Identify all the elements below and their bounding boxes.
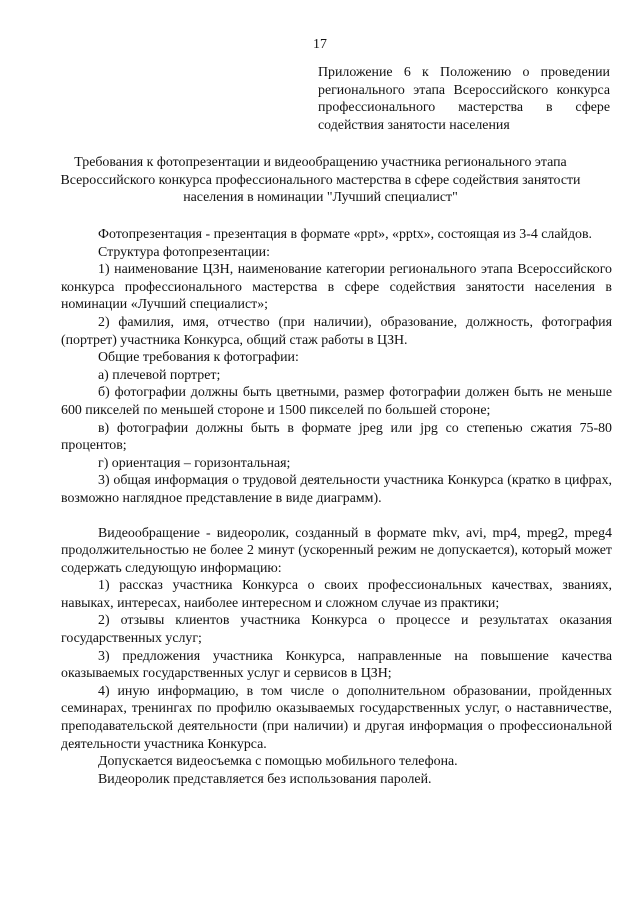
paragraph-item: 3) общая информация о трудовой деятельности участника Конкурса (кратко в цифрах, возможно наглядное представление в виде диаграмм). bbox=[61, 473, 612, 506]
paragraph-password-note: Видеоролик представляется без использования паролей. bbox=[98, 771, 432, 787]
paragraph-item: а) плечевой портрет; bbox=[98, 367, 221, 383]
paragraph-video-appeal: Видеообращение - видеоролик, созданный в формате mkv, avi, mp4, mpeg2, mpeg4 продолжительностью не более 2 минут (ускоренный режим не допускается), который может содержать следующую информацию: bbox=[61, 525, 612, 576]
appendix-note: Приложение 6 к Положению о проведении регионального этапа Всероссийского конкурса профессионального мастерства в сфере содействия занятости населения bbox=[318, 65, 610, 133]
paragraph-photopresentation: Фотопрезентация - презентация в формате «ppt», «pptx», состоящая из 3-4 слайдов. bbox=[98, 227, 592, 242]
paragraph-item: 4) иную информацию, в том числе о дополнительном образовании, пройденных семинарах, тренингах по профилю оказываемых государственных услуг, о наставничестве, преподавательской деятельности (при наличии) и другая информация о профессиональной деятельности участника Конкурса. bbox=[61, 683, 612, 752]
paragraph-item: б) фотографии должны быть цветными, размер фотографии должен быть не меньше 600 пикселей по меньшей стороне и 1500 пикселей по большей стороне; bbox=[61, 385, 612, 418]
paragraph-item: 2) фамилия, имя, отчество (при наличии), образование, должность, фотография (портрет) участника Конкурса, общий стаж работы в ЦЗН. bbox=[61, 314, 612, 348]
paragraph-mobile-note: Допускается видеосъемка с помощью мобильного телефона. bbox=[98, 754, 458, 770]
paragraph-item: 3) предложения участника Конкурса, направленные на повышение качества оказываемых государственных услуг и сервисов в ЦЗН; bbox=[61, 648, 612, 682]
paragraph-item: г) ориентация – горизонтальная; bbox=[98, 455, 291, 471]
paragraph-item: 1) рассказ участника Конкурса о своих профессиональных качествах, званиях, навыках, интересах, наиболее интересном и сложном случае из практики; bbox=[61, 578, 612, 611]
paragraph-structure-heading: Структура фотопрезентации: bbox=[98, 244, 270, 260]
page-number: 17 bbox=[313, 37, 327, 52]
document-body bbox=[61, 226, 612, 788]
paragraph-item: 1) наименование ЦЗН, наименование категории регионального этапа Всероссийского конкурса профессионального мастерства в сфере содействия занятости населения в номинации «Лучший специалист»; bbox=[61, 262, 612, 313]
paragraph-item: 2) отзывы клиентов участника Конкурса о процессе и результатах оказания государственных услуг; bbox=[61, 613, 612, 647]
document-title: Требования к фотопрезентации и видеообращению участника регионального этапа Всероссийского конкурса профессионального мастерства в сфере содействия занятости населения в номинации "Лучший специалист" bbox=[60, 155, 581, 206]
paragraph-item: в) фотографии должны быть в формате jpeg или jpg со степенью сжатия 75-80 процентов; bbox=[61, 420, 612, 454]
paragraph-photo-requirements-heading: Общие требования к фотографии: bbox=[98, 350, 299, 366]
